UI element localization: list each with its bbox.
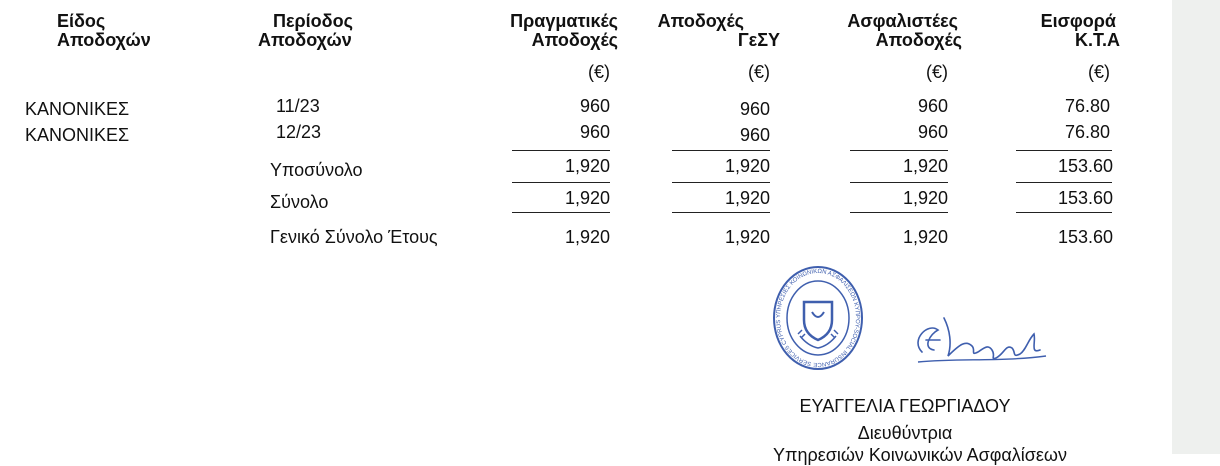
subtotal-label: Υποσύνολο	[270, 160, 363, 180]
row-2-actual: 960	[579, 122, 610, 142]
row-2-period: 12/23	[276, 122, 322, 142]
currency-gesy: (€)	[748, 62, 770, 82]
grand-total-gesy: 1,920	[724, 227, 770, 247]
currency-insurable: (€)	[926, 62, 948, 82]
grand-total-actual: 1,920	[564, 227, 610, 247]
signatory-name: ΕΥΑΓΓΕΛΙΑ ΓΕΩΡΓΙΑΔΟΥ	[799, 396, 1011, 416]
rule-gesy-3	[672, 212, 770, 213]
total-insurable: 1,920	[902, 188, 948, 208]
row-1-gesy: 960	[739, 99, 770, 119]
rule-gesy-1	[672, 150, 770, 151]
total-contribution: 153.60	[1057, 188, 1113, 208]
subtotal-actual: 1,920	[564, 156, 610, 176]
svg-text:ΥΠΗΡΕΣΙΕΣ ΚΟΙΝΩΝΙΚΩΝ ΑΣΦΑΛΙΣΕΩ	[776, 269, 860, 367]
official-seal	[772, 264, 864, 372]
row-2-type: ΚΑΝΟΝΙΚΕΣ	[25, 125, 130, 145]
row-1-insurable: 960	[917, 96, 948, 116]
rule-contribution-2	[1016, 182, 1112, 183]
rule-gesy-2	[672, 182, 770, 183]
row-1-period: 11/23	[276, 96, 320, 116]
grand-total-insurable: 1,920	[902, 227, 948, 247]
right-margin-panel	[1172, 0, 1220, 454]
header-insurable-earnings: Ασφαλιστέες Αποδοχές	[847, 11, 962, 50]
rule-actual-2	[512, 182, 610, 183]
row-2-gesy: 960	[739, 125, 770, 145]
total-gesy: 1,920	[724, 188, 770, 208]
row-2-contribution: 76.80	[1064, 122, 1110, 142]
total-actual: 1,920	[564, 188, 610, 208]
row-1-type: ΚΑΝΟΝΙΚΕΣ	[25, 99, 130, 119]
handwritten-signature	[900, 300, 1050, 370]
rule-actual-3	[512, 212, 610, 213]
header-contribution: Εισφορά Κ.Τ.Α	[1040, 11, 1120, 50]
header-earnings-period: Περίοδος Αποδοχών	[258, 11, 353, 50]
seal-text: ΥΠΗΡΕΣΙΕΣ ΚΟΙΝΩΝΙΚΩΝ ΑΣΦΑΛΙΣΕΩΝ ΚΥΠΡΟΥ-SOCIAL INSURANCE SERVICES CYPRUS	[775, 268, 861, 368]
subtotal-insurable: 1,920	[902, 156, 948, 176]
rule-insurable-2	[850, 182, 948, 183]
grand-total-label: Γενικό Σύνολο Έτους	[270, 227, 438, 247]
signatory-department: Υπηρεσιών Κοινωνικών Ασφαλίσεων	[773, 445, 1067, 465]
total-label: Σύνολο	[270, 192, 329, 212]
signatory-title: Διευθύντρια	[857, 423, 953, 443]
rule-insurable-1	[850, 150, 948, 151]
header-earnings-type: Είδος Αποδοχών	[57, 11, 151, 50]
row-1-contribution: 76.80	[1064, 96, 1110, 116]
row-2-insurable: 960	[917, 122, 948, 142]
row-1-actual: 960	[579, 96, 610, 116]
currency-contribution: (€)	[1088, 62, 1110, 82]
header-gesy-earnings: Αποδοχές ΓεΣΥ	[657, 11, 780, 50]
rule-contribution-1	[1016, 150, 1112, 151]
rule-contribution-3	[1016, 212, 1112, 213]
header-actual-earnings: Πραγματικές Αποδοχές	[510, 11, 618, 50]
subtotal-contribution: 153.60	[1057, 156, 1113, 176]
grand-total-contribution: 153.60	[1057, 227, 1113, 247]
rule-actual-1	[512, 150, 610, 151]
currency-actual: (€)	[588, 62, 610, 82]
subtotal-gesy: 1,920	[724, 156, 770, 176]
rule-insurable-3	[850, 212, 948, 213]
